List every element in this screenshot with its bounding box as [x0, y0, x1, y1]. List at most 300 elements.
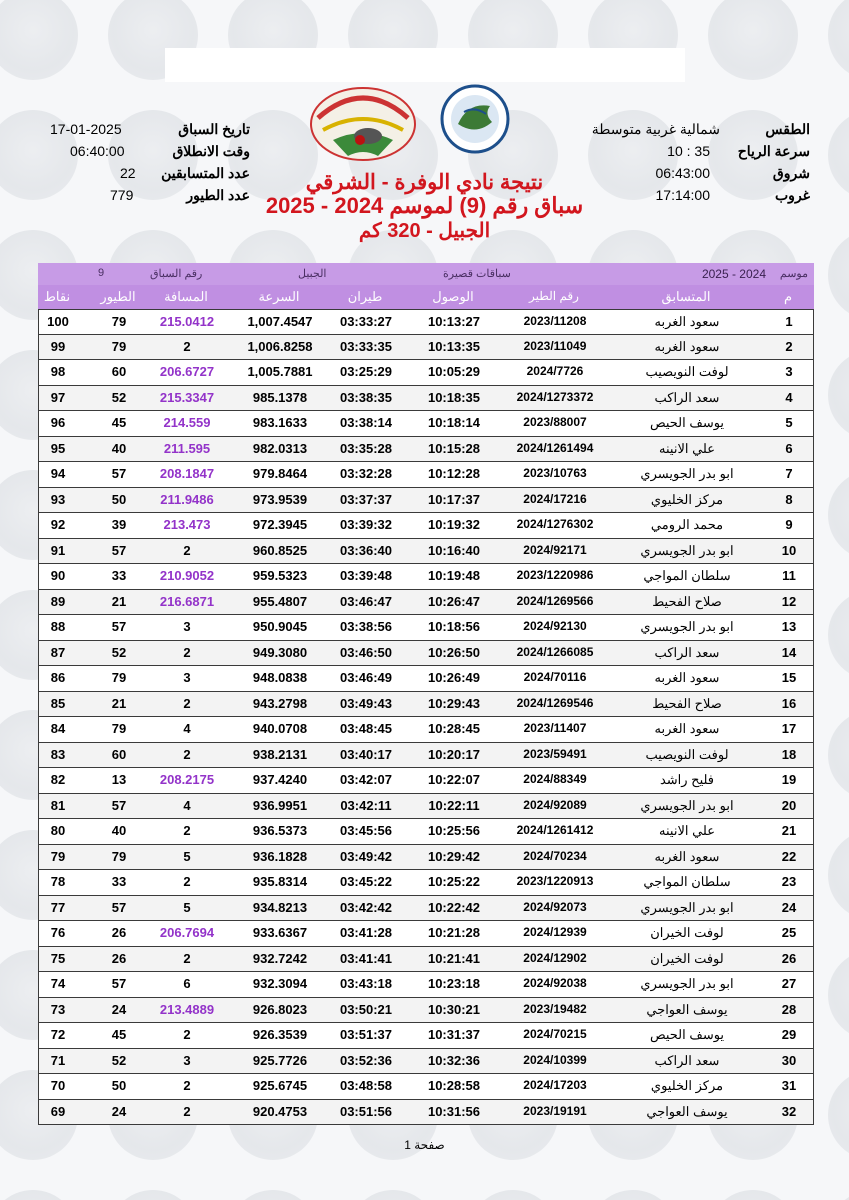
cell-arrival: 10:22:11: [428, 797, 480, 813]
cell-distance: 2: [183, 1103, 191, 1119]
cell-arrival: 10:28:45: [427, 721, 481, 736]
cell-arrival: 10:13:27: [427, 314, 481, 329]
table-row: [38, 386, 814, 412]
cell-distance: 2: [183, 1027, 191, 1042]
race-number-label: رقم السباق: [150, 268, 203, 280]
cell-speed: 1,006.8258: [247, 338, 313, 354]
table-row: [38, 743, 814, 769]
cell-number: 9: [785, 517, 793, 532]
wind-label: سرعة الرياح: [737, 143, 810, 159]
cell-number: 14: [781, 644, 797, 660]
cell-ring: 2024/92130: [523, 619, 587, 633]
table-row: [38, 462, 814, 488]
cell-points: 83: [50, 746, 66, 762]
cell-points: 74: [50, 976, 66, 991]
table-row: [38, 870, 814, 896]
cell-ring: 2023/1220986: [516, 568, 594, 582]
cell-distance: 214.559: [163, 415, 211, 430]
cell-number: 3: [785, 364, 793, 379]
cell-name: سعد الراكب: [654, 644, 720, 660]
cell-speed: 943.2798: [252, 695, 308, 711]
race-location-title: الجبيل - 320 كم: [358, 220, 491, 242]
cell-points: 85: [50, 695, 66, 711]
cell-name: محمد الرومي: [650, 517, 724, 532]
cell-points: 89: [50, 593, 66, 609]
cell-ring: 2024/70234: [523, 848, 587, 863]
table-row: [38, 1074, 814, 1100]
cell-speed: 938.2131: [252, 746, 308, 762]
cell-flight: 03:39:32: [339, 517, 393, 532]
cell-flight: 03:52:36: [339, 1052, 393, 1068]
cell-birds: 21: [111, 695, 127, 711]
cell-birds: 57: [111, 619, 127, 634]
cell-name: يوسف العواجي: [646, 1103, 728, 1119]
cell-birds: 57: [111, 542, 127, 558]
cell-ring: 2024/1269566: [516, 593, 594, 608]
cell-flight: 03:45:56: [339, 823, 393, 838]
cell-points: 95: [50, 440, 66, 456]
cell-arrival: 10:30:21: [427, 1001, 481, 1017]
table-row: [38, 360, 814, 386]
cell-distance: 3: [183, 670, 191, 685]
season-value: 2025 - 2024: [701, 267, 766, 281]
cell-number: 4: [785, 389, 793, 405]
cell-flight: 03:40:17: [339, 746, 393, 762]
cell-speed: 1,007.4547: [247, 314, 313, 329]
cell-ring: 2023/1220913: [516, 874, 594, 888]
cell-flight: 03:45:22: [339, 874, 393, 889]
cell-arrival: 10:15:28: [427, 440, 481, 456]
cell-speed: 932.3094: [252, 976, 308, 991]
cell-arrival: 10:22:07: [427, 772, 481, 787]
watermark-circle: [828, 1190, 849, 1200]
cell-points: 96: [50, 415, 66, 430]
cell-arrival: 10:21:41: [427, 950, 481, 966]
table-row: [38, 666, 814, 692]
cell-name: سعود الغربه: [654, 848, 720, 864]
cell-distance: 2: [183, 644, 191, 660]
cell-flight: 03:36:40: [339, 542, 393, 558]
cell-distance: 2: [183, 1078, 191, 1093]
cell-number: 20: [781, 797, 797, 813]
cell-name: صلاح الفحيط: [652, 593, 722, 609]
cell-distance: 206.7694: [159, 925, 215, 940]
cell-number: 26: [781, 950, 797, 966]
watermark-circle: [708, 0, 798, 80]
cell-distance: 3: [183, 1052, 191, 1068]
table-row: [38, 921, 814, 947]
cell-speed: 940.0708: [252, 721, 308, 736]
cell-speed: 932.7242: [252, 950, 308, 966]
cell-ring: 2023/10763: [523, 466, 587, 480]
cell-arrival: 10:18:56: [427, 619, 481, 634]
wind-value: 10 : 35: [667, 143, 710, 159]
cell-birds: 57: [111, 899, 127, 915]
cell-arrival: 10:18:14: [427, 415, 481, 430]
cell-name: فليح راشد: [659, 772, 715, 787]
cell-birds: 40: [111, 440, 127, 456]
race-date-label: تاريخ السباق: [178, 121, 250, 137]
cell-number: 7: [785, 466, 793, 481]
table-row: [38, 947, 814, 973]
cell-number: 19: [781, 772, 797, 787]
cell-speed: 950.9045: [252, 619, 308, 634]
cell-number: 31: [781, 1078, 797, 1093]
cell-birds: 45: [111, 1027, 127, 1042]
cell-birds: 33: [111, 568, 127, 583]
table-row: [38, 539, 814, 565]
cell-arrival: 10:29:42: [427, 848, 481, 864]
cell-ring: 2024/1261412: [516, 823, 594, 837]
table-row: [38, 513, 814, 539]
cell-number: 28: [781, 1001, 797, 1017]
cell-speed: 926.3539: [252, 1027, 308, 1042]
cell-birds: 24: [111, 1103, 127, 1119]
watermark-circle: [108, 1190, 198, 1200]
cell-name: لوفت النويصيب: [645, 364, 729, 379]
race-type: سباقات قصيرة: [443, 268, 511, 280]
cell-birds: 52: [111, 389, 127, 405]
cell-points: 86: [50, 670, 66, 685]
cell-birds: 39: [111, 517, 127, 532]
cell-arrival: 10:19:48: [427, 568, 481, 583]
cell-number: 27: [781, 976, 797, 991]
cell-birds: 79: [111, 338, 127, 354]
cell-ring: 2023/11407: [523, 721, 587, 735]
cell-name: سعود الغربه: [654, 670, 720, 685]
cell-ring: 2024/92038: [523, 976, 587, 990]
bird-count-value: 779: [110, 187, 134, 203]
header-number: م: [783, 289, 793, 304]
cell-name: سعد الراكب: [654, 1052, 720, 1068]
header-name: المتسابق: [661, 289, 711, 304]
cell-ring: 2023/59491: [523, 746, 587, 761]
cell-arrival: 10:32:36: [427, 1052, 481, 1068]
cell-birds: 26: [111, 925, 127, 940]
cell-number: 16: [781, 695, 797, 711]
cell-points: 92: [50, 517, 66, 532]
cell-birds: 33: [111, 874, 127, 889]
cell-speed: 949.3080: [252, 644, 308, 660]
watermark-circle: [828, 950, 849, 1040]
results-table: [38, 263, 814, 1125]
cell-flight: 03:35:28: [339, 440, 393, 456]
race-date-value: 17-01-2025: [50, 121, 122, 137]
cell-ring: 2023/19482: [523, 1001, 587, 1016]
cell-number: 23: [781, 874, 797, 889]
race-number-value: 9: [98, 267, 105, 279]
cell-speed: 934.8213: [252, 899, 308, 915]
kuwait-federation-logo: [440, 84, 510, 154]
watermark-circle: [708, 1190, 798, 1200]
cell-ring: 2024/70116: [523, 670, 587, 684]
cell-flight: 03:32:28: [339, 466, 393, 481]
cell-name: يوسف الحيص: [649, 415, 725, 430]
cell-distance: 4: [183, 721, 191, 736]
cell-distance: 2: [183, 695, 191, 711]
cell-birds: 79: [111, 848, 127, 864]
cell-distance: 213.473: [163, 517, 211, 532]
cell-points: 70: [50, 1078, 66, 1093]
cell-distance: 6: [183, 976, 191, 991]
watermark-circle: [828, 350, 849, 440]
sunset-value: 17:14:00: [655, 187, 710, 203]
cell-number: 18: [781, 746, 797, 762]
cell-name: سعود الغربه: [654, 721, 720, 736]
cell-points: 81: [50, 797, 66, 813]
cell-points: 91: [50, 542, 66, 558]
cell-number: 1: [785, 314, 793, 329]
header-points: نقاط: [43, 289, 71, 304]
cell-birds: 79: [111, 670, 127, 685]
cell-arrival: 10:25:56: [427, 823, 481, 838]
cell-ring: 2024/12939: [523, 925, 587, 939]
cell-points: 97: [50, 389, 66, 405]
cell-flight: 03:41:28: [339, 925, 393, 940]
cell-points: 75: [50, 950, 66, 966]
cell-flight: 03:48:45: [339, 721, 393, 736]
watermark-circle: [828, 830, 849, 920]
cell-flight: 03:46:50: [339, 644, 393, 660]
race-season-title: سباق رقم (9) لموسم 2024 - 2025: [265, 193, 584, 218]
cell-distance: 211.9486: [160, 491, 214, 507]
table-row: [38, 564, 814, 590]
cell-ring: 2024/10399: [523, 1052, 587, 1067]
watermark-circle: [828, 470, 849, 560]
cell-name: علي الانينه: [659, 440, 715, 456]
cell-flight: 03:33:35: [339, 338, 393, 354]
cell-number: 29: [781, 1027, 797, 1042]
table-row: [38, 615, 814, 641]
cell-distance: 213.4889: [159, 1001, 215, 1017]
cell-ring: 2024/70215: [523, 1027, 587, 1041]
table-row: [38, 309, 814, 335]
cell-ring: 2024/1269546: [516, 695, 594, 710]
table-row: [38, 1100, 814, 1126]
table-row: [38, 972, 814, 998]
cell-number: 24: [781, 899, 797, 915]
watermark-circle: [0, 0, 78, 80]
cell-number: 32: [781, 1103, 797, 1119]
cell-speed: 979.8464: [252, 466, 308, 481]
cell-number: 2: [785, 338, 793, 354]
watermark-circle: [828, 0, 849, 80]
bird-count-label: عدد الطيور: [186, 187, 250, 203]
cell-distance: 210.9052: [159, 568, 215, 583]
cell-birds: 24: [111, 1001, 127, 1017]
cell-number: 22: [781, 848, 797, 864]
cell-ring: 2024/17203: [523, 1078, 587, 1092]
cell-name: ابو بدر الجويسري: [640, 542, 734, 558]
cell-points: 90: [50, 568, 66, 583]
cell-speed: 935.8314: [252, 874, 308, 889]
cell-name: لوفت الخيران: [650, 950, 724, 966]
table-row: [38, 768, 814, 794]
cell-speed: 959.5323: [252, 568, 308, 583]
cell-distance: 2: [183, 950, 191, 966]
cell-speed: 973.9539: [252, 491, 308, 507]
table-row: [38, 411, 814, 437]
cell-speed: 920.4753: [252, 1103, 308, 1119]
cell-speed: 983.1633: [252, 415, 308, 430]
table-row: [38, 1023, 814, 1049]
cell-ring: 2024/92089: [523, 797, 587, 812]
cell-number: 11: [782, 568, 796, 583]
cell-speed: 936.5373: [252, 823, 308, 838]
cell-distance: 5: [183, 899, 191, 915]
watermark-circle: [828, 230, 849, 320]
cell-speed: 925.6745: [252, 1078, 308, 1093]
cell-points: 98: [50, 364, 66, 379]
cell-number: 25: [781, 925, 797, 940]
cell-ring: 2024/1266085: [516, 644, 594, 659]
participants-value: 22: [120, 165, 136, 181]
cell-arrival: 10:31:56: [427, 1103, 481, 1119]
cell-points: 76: [50, 925, 66, 940]
watermark-circle: [228, 1190, 318, 1200]
cell-arrival: 10:23:18: [427, 976, 481, 991]
cell-number: 30: [781, 1052, 797, 1068]
cell-distance: 2: [183, 874, 191, 889]
cell-name: ابو بدر الجويسري: [640, 619, 734, 634]
cell-number: 12: [781, 593, 797, 609]
watermark-circle: [588, 1190, 678, 1200]
cell-ring: 2023/88007: [523, 415, 587, 429]
table-row: [38, 335, 814, 361]
table-body: [38, 309, 814, 1125]
cell-arrival: 10:21:28: [427, 925, 481, 940]
cell-arrival: 10:26:49: [427, 670, 481, 685]
cell-distance: 215.3347: [159, 389, 215, 405]
cell-birds: 60: [111, 364, 127, 379]
table-row: [38, 488, 814, 514]
cell-distance: 2: [183, 746, 191, 762]
table-row: [38, 641, 814, 667]
cell-ring: 2023/11208: [523, 314, 587, 328]
cell-birds: 50: [111, 1078, 127, 1093]
cell-points: 99: [50, 338, 66, 354]
cell-birds: 52: [111, 644, 127, 660]
header-ring: رقم الطير: [529, 289, 579, 303]
cell-arrival: 10:20:17: [427, 746, 481, 762]
cell-number: 10: [781, 542, 797, 558]
cell-name: لوفت الخيران: [650, 925, 724, 940]
cell-distance: 206.6727: [159, 364, 215, 379]
cell-distance: 215.0412: [159, 314, 215, 329]
cell-name: ابو بدر الجويسري: [640, 466, 734, 481]
header-flight: طيران: [347, 289, 383, 304]
cell-points: 72: [50, 1027, 66, 1042]
cell-name: ابو بدر الجويسري: [640, 976, 734, 991]
table-row: [38, 590, 814, 616]
cell-name: مركز الخليوي: [650, 491, 724, 507]
cell-speed: 1,005.7881: [247, 364, 313, 379]
cell-birds: 40: [111, 823, 127, 838]
cell-name: ابو بدر الجويسري: [640, 797, 734, 813]
cell-arrival: 10:29:43: [427, 695, 481, 711]
cell-distance: 208.1847: [159, 466, 215, 481]
cell-name: سعود الغربه: [654, 314, 720, 329]
header-birds: الطيور: [100, 289, 136, 304]
cell-points: 94: [50, 466, 66, 481]
watermark-circle: [468, 1190, 558, 1200]
cell-speed: 982.0313: [252, 440, 308, 456]
cell-name: صلاح الفحيط: [652, 695, 722, 711]
table-row: [38, 998, 814, 1024]
cell-name: ابو بدر الجويسري: [640, 899, 734, 915]
cell-number: 5: [785, 415, 793, 430]
cell-ring: 2024/92073: [523, 899, 587, 914]
cell-arrival: 10:17:37: [427, 491, 481, 507]
cell-arrival: 10:26:47: [427, 593, 481, 609]
cell-ring: 2024/1273372: [516, 389, 594, 404]
cell-birds: 57: [111, 797, 127, 813]
cell-distance: 216.6871: [159, 593, 215, 609]
cell-name: سلطان المواجي: [643, 568, 731, 583]
cell-arrival: 10:26:50: [427, 644, 481, 660]
cell-flight: 03:51:56: [339, 1103, 393, 1119]
cell-birds: 13: [111, 772, 127, 787]
cell-points: 78: [50, 874, 66, 889]
cell-number: 15: [781, 670, 797, 685]
cell-speed: 925.7726: [252, 1052, 308, 1068]
cell-points: 77: [50, 899, 66, 915]
cell-points: 93: [50, 491, 66, 507]
cell-birds: 57: [111, 976, 127, 991]
table-row: [38, 794, 814, 820]
cell-distance: 3: [183, 619, 191, 634]
cell-speed: 937.4240: [252, 772, 308, 787]
cell-arrival: 10:19:32: [427, 517, 481, 532]
cell-ring: 2024/92171: [523, 542, 587, 557]
cell-birds: 50: [111, 491, 127, 507]
result-title: نتيجة نادي الوفرة - الشرقي: [305, 171, 544, 194]
cell-speed: 926.8023: [252, 1001, 308, 1017]
cell-birds: 57: [111, 466, 127, 481]
weather-value: شمالية غربية متوسطة: [591, 121, 720, 137]
cell-flight: 03:38:56: [339, 619, 393, 634]
cell-flight: 03:49:43: [339, 695, 393, 711]
cell-number: 21: [781, 823, 797, 838]
cell-arrival: 10:05:29: [427, 364, 481, 379]
cell-flight: 03:41:41: [339, 950, 393, 966]
cell-flight: 03:43:18: [339, 976, 393, 991]
cell-birds: 60: [111, 746, 127, 762]
table-row: [38, 819, 814, 845]
cell-flight: 03:33:27: [339, 314, 393, 329]
cell-name: علي الانينه: [659, 823, 715, 838]
table-row: [38, 845, 814, 871]
race-info-band: [38, 263, 814, 285]
cell-points: 100: [47, 314, 69, 329]
table-row: [38, 437, 814, 463]
cell-points: 84: [50, 721, 66, 736]
cell-distance: 2: [183, 823, 191, 838]
cell-speed: 933.6367: [252, 925, 308, 940]
weather-label: الطقس: [765, 121, 810, 137]
watermark-circle: [828, 590, 849, 680]
cell-name: سعود الغربه: [654, 338, 720, 354]
cell-birds: 79: [111, 314, 127, 329]
cell-points: 79: [50, 848, 66, 864]
cell-name: سعد الراكب: [654, 389, 720, 405]
cell-flight: 03:38:35: [339, 389, 393, 405]
cell-points: 69: [50, 1103, 66, 1119]
cell-arrival: 10:18:35: [427, 389, 481, 405]
cell-points: 80: [50, 823, 66, 838]
cell-ring: 2024/88349: [523, 772, 587, 786]
kuwait-club-logo: [298, 78, 428, 164]
